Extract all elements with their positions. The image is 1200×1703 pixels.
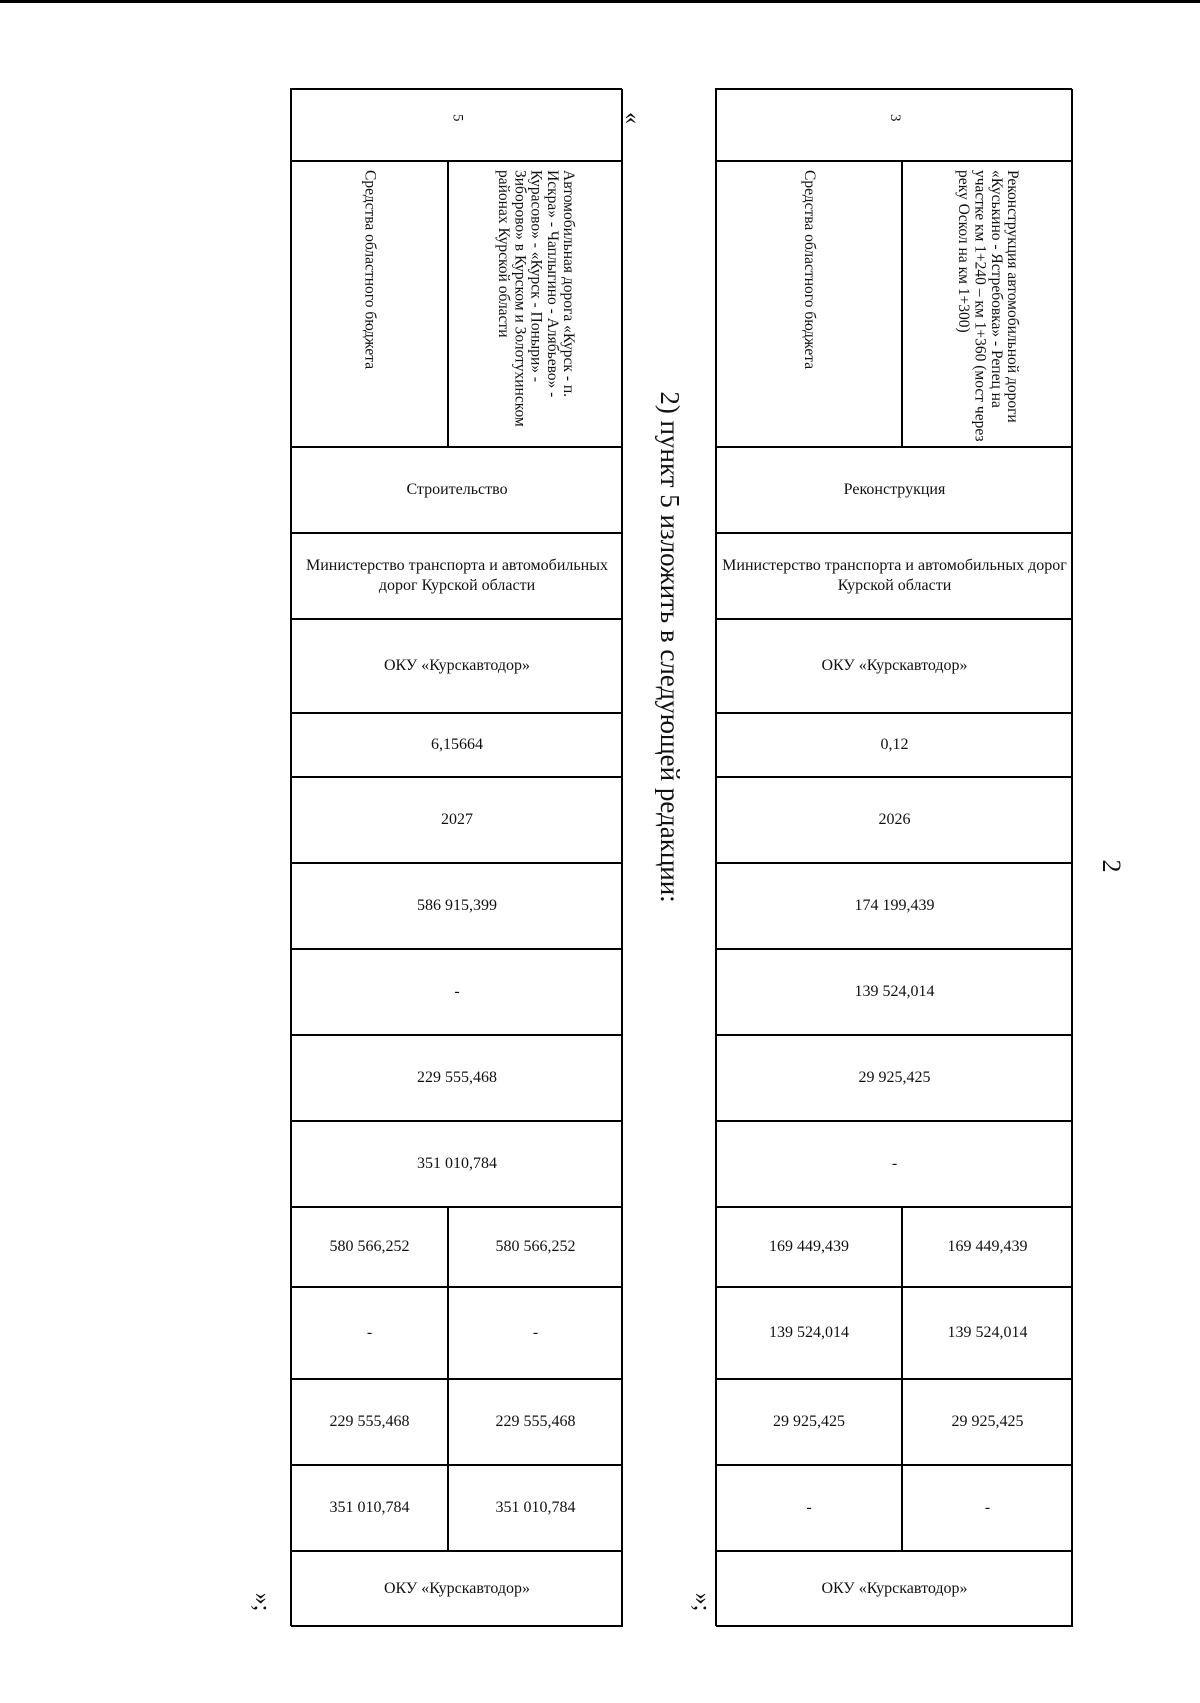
length-value: 0,12	[880, 736, 909, 753]
object-name: Реконструкция автомобильной дороги «Куськино - Ястребовка» - Репец на участке км 1+240 – км 1+360 (мост через реку Оскол на км 1+300)	[955, 170, 1022, 442]
length-value: 6,15664	[431, 736, 483, 753]
row-number: 5	[449, 114, 466, 122]
amount-c-cell	[291, 1121, 623, 1207]
length-cell	[716, 713, 1073, 777]
pair-right-value: 229 555,468	[495, 1413, 576, 1430]
amount-b: 229 555,468	[417, 1069, 497, 1086]
pair-left-value: 580 566,252	[329, 1238, 410, 1255]
pair-right-cell	[902, 1287, 1073, 1379]
pair-left-value: -	[366, 1324, 373, 1341]
top-border-line	[0, 0, 1200, 3]
pair-right-value: 139 524,014	[947, 1324, 1028, 1341]
customer-cell	[716, 533, 1073, 619]
pair-right-value: 580 566,252	[495, 1238, 576, 1255]
recipient-cell	[291, 1551, 623, 1627]
pair-left-cell	[716, 1287, 902, 1379]
amount-a-cell	[291, 949, 623, 1035]
instruction-heading: 2) пункт 5 изложить в следующей редакции:	[655, 391, 685, 903]
row-number-cell	[291, 89, 623, 161]
year-cell	[291, 777, 623, 863]
year-value: 2026	[878, 811, 911, 828]
pair-right-value: -	[984, 1499, 991, 1516]
customer: Министерство транспорта и автомобильных дорог Курской области	[306, 557, 608, 594]
pair-left-cell	[716, 1465, 902, 1551]
object-name-cell	[448, 161, 623, 447]
builder: ОКУ «Курскавтодор»	[821, 657, 968, 674]
work-type-cell	[291, 447, 623, 533]
amount-a-cell	[716, 949, 1073, 1035]
pair-left-value: 229 555,468	[329, 1413, 410, 1430]
builder: ОКУ «Курскавтодор»	[383, 657, 531, 674]
pair-right-cell	[448, 1465, 623, 1551]
amount-b: 29 925,425	[858, 1069, 931, 1086]
pair-left-value: -	[806, 1499, 812, 1516]
year-cell	[716, 777, 1073, 863]
amount-b-cell	[291, 1035, 623, 1121]
recipient: ОКУ «Курскавтодор»	[383, 1580, 531, 1597]
customer: Министерство транспорта и автомобильных дорог Курской области	[722, 557, 1067, 594]
length-cell	[291, 713, 623, 777]
pair-right-cell	[902, 1207, 1073, 1287]
amount-a: -	[454, 983, 460, 1000]
pair-left-cell	[716, 1207, 902, 1287]
amount-c: 351 010,784	[417, 1155, 497, 1172]
funding-source: Средства областного бюджета	[361, 170, 379, 370]
recipient: ОКУ «Курскавтодор»	[821, 1580, 968, 1597]
amount-c-cell	[716, 1121, 1073, 1207]
amount-c: -	[891, 1155, 898, 1172]
opening-quote: «	[619, 112, 645, 124]
customer-cell	[291, 533, 623, 619]
cost-total: 586 915,399	[417, 897, 497, 914]
table-row	[290, 88, 622, 1626]
work-type: Реконструкция	[843, 481, 946, 498]
pair-right-cell	[448, 1207, 623, 1287]
row-number-cell	[716, 89, 1073, 161]
pair-left-value: 29 925,425	[773, 1413, 845, 1430]
cost-total-cell	[716, 863, 1073, 949]
pair-left-cell	[291, 1287, 448, 1379]
amount-a: 139 524,014	[854, 983, 935, 1000]
pair-left-value: 351 010,784	[329, 1499, 410, 1516]
pair-right-cell	[902, 1379, 1073, 1465]
amount-b-cell	[716, 1035, 1073, 1121]
builder-cell	[716, 619, 1073, 713]
funding-source: Средства областного бюджета	[801, 170, 819, 370]
recipient-cell	[716, 1551, 1073, 1627]
cost-total-cell	[291, 863, 623, 949]
pair-right-value: 351 010,784	[495, 1499, 576, 1516]
object-name-cell	[902, 161, 1073, 447]
pair-left-value: 139 524,014	[769, 1324, 849, 1341]
row-number: 3	[886, 114, 903, 122]
page-number: 2	[1097, 859, 1126, 873]
funding-source-cell	[716, 161, 902, 447]
pair-right-value: 169 449,439	[947, 1238, 1028, 1255]
pair-right-value: -	[532, 1324, 539, 1341]
pair-right-cell	[448, 1379, 623, 1465]
pair-left-cell	[291, 1379, 448, 1465]
pair-left-cell	[291, 1465, 448, 1551]
pair-left-cell	[716, 1379, 902, 1465]
pair-left-value: 169 449,439	[769, 1238, 849, 1255]
pair-right-cell	[448, 1287, 623, 1379]
table-row	[715, 88, 1072, 1626]
funding-source-cell	[291, 161, 448, 447]
cost-total: 174 199,439	[854, 897, 935, 914]
builder-cell	[291, 619, 623, 713]
pair-left-cell	[291, 1207, 448, 1287]
pair-right-value: 29 925,425	[951, 1413, 1024, 1430]
closing-quote-right: »;	[689, 1592, 715, 1612]
object-name: Автомобильная дорога «Курск - п. Искра» - Чаплыгино - Алябьево» - Курасово» - «Курск - Поныри» - Зиборово» в Курском и Золотухинском районах Курской области	[495, 170, 578, 427]
year-value: 2027	[441, 811, 473, 828]
pair-right-cell	[902, 1465, 1073, 1551]
work-type-cell	[716, 447, 1073, 533]
work-type: Строительство	[406, 481, 508, 498]
closing-quote-left: »;	[249, 1592, 275, 1612]
